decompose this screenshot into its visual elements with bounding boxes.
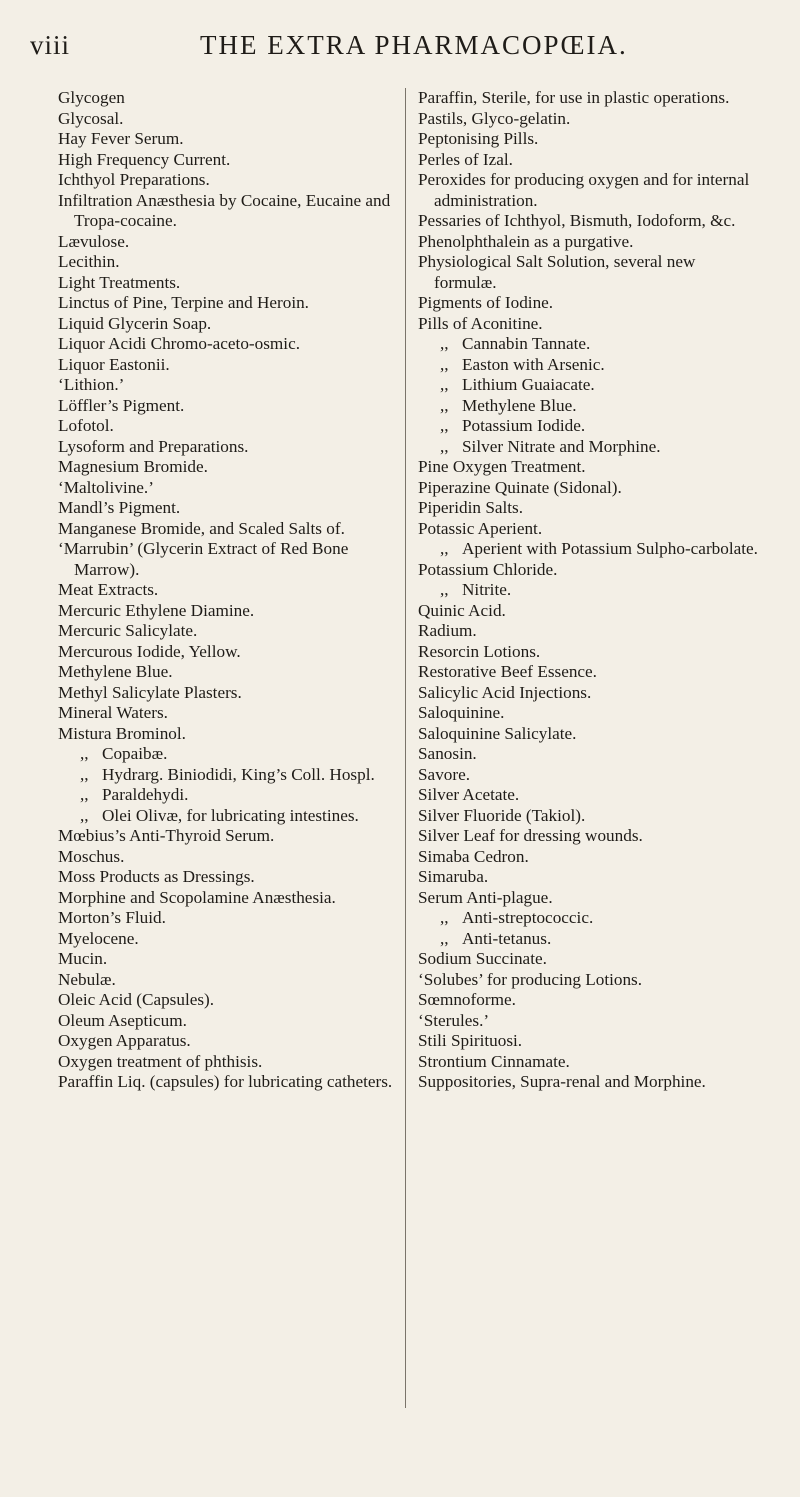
entry-text: Moschus. [58, 846, 125, 866]
entry-text: Light Treatments. [58, 272, 181, 292]
entry-text: Magnesium Bromide. [58, 457, 208, 476]
ditto-mark: ,, [80, 744, 89, 763]
entry-text: Restorative Beef Essence. [418, 662, 597, 681]
index-entry [58, 847, 394, 868]
ditto-mark: ,, [80, 764, 89, 784]
entry-text: Oxygen Apparatus. [58, 1031, 191, 1050]
entry-text: Potassium Chloride. [418, 559, 558, 579]
page-number: viii [30, 30, 71, 60]
entry-text: Savore. [418, 764, 471, 784]
index-entry [418, 355, 760, 376]
entry-text: Cannabin Tannate. [462, 334, 591, 353]
entry-text: Serum Anti-plague. [418, 887, 553, 907]
ditto-mark: ,, [80, 805, 89, 825]
index-entry [418, 642, 760, 663]
entry-text: Peptonising Pills. [418, 129, 539, 148]
entry-text: Nitrite. [462, 580, 512, 599]
entry-text: Silver Acetate. [418, 785, 520, 804]
index-entry [418, 621, 760, 642]
entry-text: Pine Oxygen Treatment. [418, 457, 586, 476]
entry-text: Pills of Aconitine. [418, 313, 543, 333]
index-entry [58, 129, 394, 150]
entry-text: Oleic Acid (Capsules). [58, 990, 215, 1009]
index-entry [58, 396, 394, 417]
index-entry [58, 437, 394, 458]
index-entry [58, 539, 394, 580]
entry-text: Suppositories, Supra-renal and Morphine. [418, 1072, 706, 1091]
entry-text: Peroxides for producing oxygen and for internal administration. [418, 170, 750, 210]
right-column [418, 88, 760, 1093]
entry-text: Simaruba. [418, 867, 489, 886]
entry-text: Saloquinine. [418, 703, 505, 722]
ditto-mark: ,, [440, 354, 449, 374]
entry-text: Paraffin, Sterile, for use in plastic operations. [418, 88, 730, 107]
index-entry [58, 191, 394, 232]
index-entry [418, 539, 760, 560]
entry-text: ‘Sterules.’ [418, 1010, 490, 1030]
entry-text: Paraldehydi. [102, 785, 189, 804]
index-entry [58, 601, 394, 622]
index-entry [58, 744, 394, 765]
entry-text: Lysoform and Preparations. [58, 436, 249, 456]
entry-text: Liquid Glycerin Soap. [58, 313, 212, 333]
index-entry [58, 683, 394, 704]
index-entry [418, 478, 760, 499]
index-entry [58, 109, 394, 130]
ditto-mark: ,, [440, 928, 449, 948]
index-entry [58, 150, 394, 171]
index-entry [418, 396, 760, 417]
entry-text: Silver Fluoride (Takiol). [418, 805, 586, 825]
index-entry [418, 1031, 760, 1052]
index-entry [58, 662, 394, 683]
index-entry [418, 88, 760, 109]
index-entry [58, 88, 394, 109]
entry-text: Liquor Eastonii. [58, 354, 170, 374]
index-entry [58, 970, 394, 991]
index-entry [58, 785, 394, 806]
index-entry [58, 478, 394, 499]
index-entry [418, 129, 760, 150]
index-entry [418, 416, 760, 437]
entry-text: High Frequency Current. [58, 149, 231, 169]
ditto-mark: ,, [440, 375, 449, 394]
running-title: THE EXTRA PHARMACOPŒIA. [200, 30, 628, 60]
index-entry [58, 416, 394, 437]
index-entry [418, 170, 760, 211]
index-entry [418, 560, 760, 581]
entry-text: Linctus of Pine, Terpine and Heroin. [58, 293, 309, 312]
entry-text: Methylene Blue. [58, 662, 173, 681]
entry-text: Anti-tetanus. [462, 928, 552, 948]
entry-text: Olei Olivæ, for lubricating intestines. [102, 805, 359, 825]
entry-text: Mercurous Iodide, Yellow. [58, 641, 241, 661]
entry-text: Pastils, Glyco-gelatin. [418, 108, 571, 128]
index-entry [58, 1052, 394, 1073]
entry-text: Phenolphthalein as a purgative. [418, 231, 634, 251]
index-entry [58, 642, 394, 663]
index-entry [58, 1031, 394, 1052]
index-entry [58, 888, 394, 909]
index-entry [58, 457, 394, 478]
entry-text: Quinic Acid. [418, 600, 506, 620]
entry-text: Liquor Acidi Chromo-aceto-osmic. [58, 334, 301, 353]
index-entry [418, 293, 760, 314]
ditto-mark: ,, [440, 908, 449, 927]
entry-text: Salicylic Acid Injections. [418, 682, 592, 702]
index-entry [418, 949, 760, 970]
index-entry [58, 765, 394, 786]
entry-text: Saloquinine Salicylate. [418, 723, 577, 743]
entry-text: Piperidin Salts. [418, 498, 524, 517]
index-entry [418, 375, 760, 396]
index-entry [418, 785, 760, 806]
entry-text: Myelocene. [58, 928, 139, 948]
entry-text: Strontium Cinnamate. [418, 1051, 570, 1071]
ditto-mark: ,, [80, 785, 89, 804]
index-entry [418, 232, 760, 253]
index-entry [418, 888, 760, 909]
index-entry [418, 683, 760, 704]
index-entry [418, 498, 760, 519]
ditto-mark: ,, [440, 416, 449, 435]
index-entry [58, 867, 394, 888]
entry-text: Sœmnoforme. [418, 990, 516, 1009]
entry-text: Lecithin. [58, 252, 120, 271]
entry-text: Glycosal. [58, 108, 124, 128]
page-header [30, 30, 780, 64]
index-entry [58, 375, 394, 396]
entry-text: Methyl Salicylate Plasters. [58, 682, 242, 702]
index-entry [58, 273, 394, 294]
index-entry [418, 908, 760, 929]
index-entry [418, 601, 760, 622]
index-entry [58, 1072, 394, 1093]
entry-text: Löffler’s Pigment. [58, 395, 185, 415]
index-entry [418, 990, 760, 1011]
entry-text: Hydrarg. Biniodidi, King’s Coll. Hospl. [102, 764, 375, 784]
entry-text: Moss Products as Dressings. [58, 867, 255, 886]
index-entry [58, 580, 394, 601]
entry-text: Simaba Cedron. [418, 846, 529, 866]
index-entry [418, 1011, 760, 1032]
index-entry [418, 252, 760, 293]
index-entry [418, 867, 760, 888]
entry-text: Piperazine Quinate (Sidonal). [418, 477, 622, 497]
entry-text: Hay Fever Serum. [58, 129, 184, 148]
entry-text: Lofotol. [58, 416, 114, 435]
entry-text: Mineral Waters. [58, 703, 168, 722]
entry-text: Mandl’s Pigment. [58, 498, 181, 517]
entry-text: Infiltration Anæsthesia by Cocaine, Eucaine and Tropa-cocaine. [58, 190, 391, 230]
entry-text: Stili Spirituosi. [418, 1031, 523, 1050]
entry-text: Perles of Izal. [418, 149, 513, 169]
entry-text: Oleum Asepticum. [58, 1010, 187, 1030]
index-entry [58, 929, 394, 950]
index-entry [418, 314, 760, 335]
entry-text: Potassic Aperient. [418, 518, 543, 538]
entry-text: Mistura Brominol. [58, 723, 186, 743]
index-entry [418, 211, 760, 232]
index-entry [418, 765, 760, 786]
column-divider [405, 88, 406, 1408]
ditto-mark: ,, [440, 436, 449, 456]
index-entry [418, 1072, 760, 1093]
entry-text: Nebulæ. [58, 969, 116, 989]
entry-text: Aperient with Potassium Sulpho-carbolate. [462, 539, 758, 558]
index-entry [418, 109, 760, 130]
index-entry [418, 744, 760, 765]
entry-text: Mucin. [58, 949, 108, 968]
index-entry [58, 355, 394, 376]
index-entry [418, 457, 760, 478]
index-entry [418, 806, 760, 827]
index-entry [58, 990, 394, 1011]
index-entry [58, 621, 394, 642]
index-entry [418, 437, 760, 458]
entry-text: Copaibæ. [102, 744, 168, 763]
index-entry [58, 949, 394, 970]
entry-text: Meat Extracts. [58, 580, 159, 599]
index-entry [418, 826, 760, 847]
ditto-mark: ,, [440, 334, 449, 353]
ditto-mark: ,, [440, 539, 449, 558]
index-entry [58, 314, 394, 335]
ditto-mark: ,, [440, 395, 449, 415]
index-entry [58, 498, 394, 519]
index-entry [58, 519, 394, 540]
entry-text: Pessaries of Ichthyol, Bismuth, Iodoform, &c. [418, 211, 736, 230]
entry-text: Mercuric Ethylene Diamine. [58, 600, 255, 620]
index-entry [58, 826, 394, 847]
index-entry [58, 703, 394, 724]
index-entry [418, 1052, 760, 1073]
index-entry [58, 232, 394, 253]
index-entry [58, 252, 394, 273]
entry-text: Radium. [418, 621, 477, 640]
entry-text: Silver Nitrate and Morphine. [462, 436, 661, 456]
index-entry [418, 929, 760, 950]
entry-text: Sanosin. [418, 744, 477, 763]
entry-text: ‘Maltolivine.’ [58, 477, 154, 497]
entry-text: Morphine and Scopolamine Anæsthesia. [58, 887, 336, 907]
entry-text: Morton’s Fluid. [58, 908, 166, 927]
entry-text: Methylene Blue. [462, 395, 577, 415]
entry-text: ‘Lithion.’ [58, 375, 125, 394]
index-entry [418, 519, 760, 540]
entry-text: Mœbius’s Anti-Thyroid Serum. [58, 826, 275, 845]
index-entry [58, 293, 394, 314]
index-entry [58, 334, 394, 355]
index-entry [58, 724, 394, 745]
entry-text: Glycogen [58, 88, 125, 107]
index-entry [418, 703, 760, 724]
index-entry [418, 662, 760, 683]
index-entry [418, 970, 760, 991]
index-entry [418, 580, 760, 601]
entry-text: Physiological Salt Solution, several new formulæ. [418, 252, 696, 292]
entry-text: Lithium Guaiacate. [462, 375, 595, 394]
entry-text: Oxygen treatment of phthisis. [58, 1051, 263, 1071]
ditto-mark: ,, [440, 580, 449, 599]
entry-text: Sodium Succinate. [418, 949, 547, 968]
entry-text: Paraffin Liq. (capsules) for lubricating catheters. [58, 1072, 393, 1091]
index-entry [58, 806, 394, 827]
index-entry [418, 724, 760, 745]
index-entry [58, 1011, 394, 1032]
entry-text: Ichthyol Preparations. [58, 170, 210, 189]
index-entry [418, 334, 760, 355]
entry-text: ‘Marrubin’ (Glycerin Extract of Red Bone Marrow). [58, 539, 349, 579]
index-entry [58, 908, 394, 929]
index-entry [58, 170, 394, 191]
left-column [58, 88, 394, 1093]
entry-text: Pigments of Iodine. [418, 293, 554, 312]
index-entry [418, 150, 760, 171]
entry-text: Manganese Bromide, and Scaled Salts of. [58, 518, 345, 538]
entry-text: Lævulose. [58, 231, 130, 251]
entry-text: Mercuric Salicylate. [58, 621, 198, 640]
entry-text: Anti-streptococcic. [462, 908, 594, 927]
index-entry [418, 847, 760, 868]
entry-text: Resorcin Lotions. [418, 641, 541, 661]
entry-text: ‘Solubes’ for producing Lotions. [418, 969, 643, 989]
entry-text: Easton with Arsenic. [462, 354, 605, 374]
entry-text: Silver Leaf for dressing wounds. [418, 826, 643, 845]
entry-text: Potassium Iodide. [462, 416, 586, 435]
